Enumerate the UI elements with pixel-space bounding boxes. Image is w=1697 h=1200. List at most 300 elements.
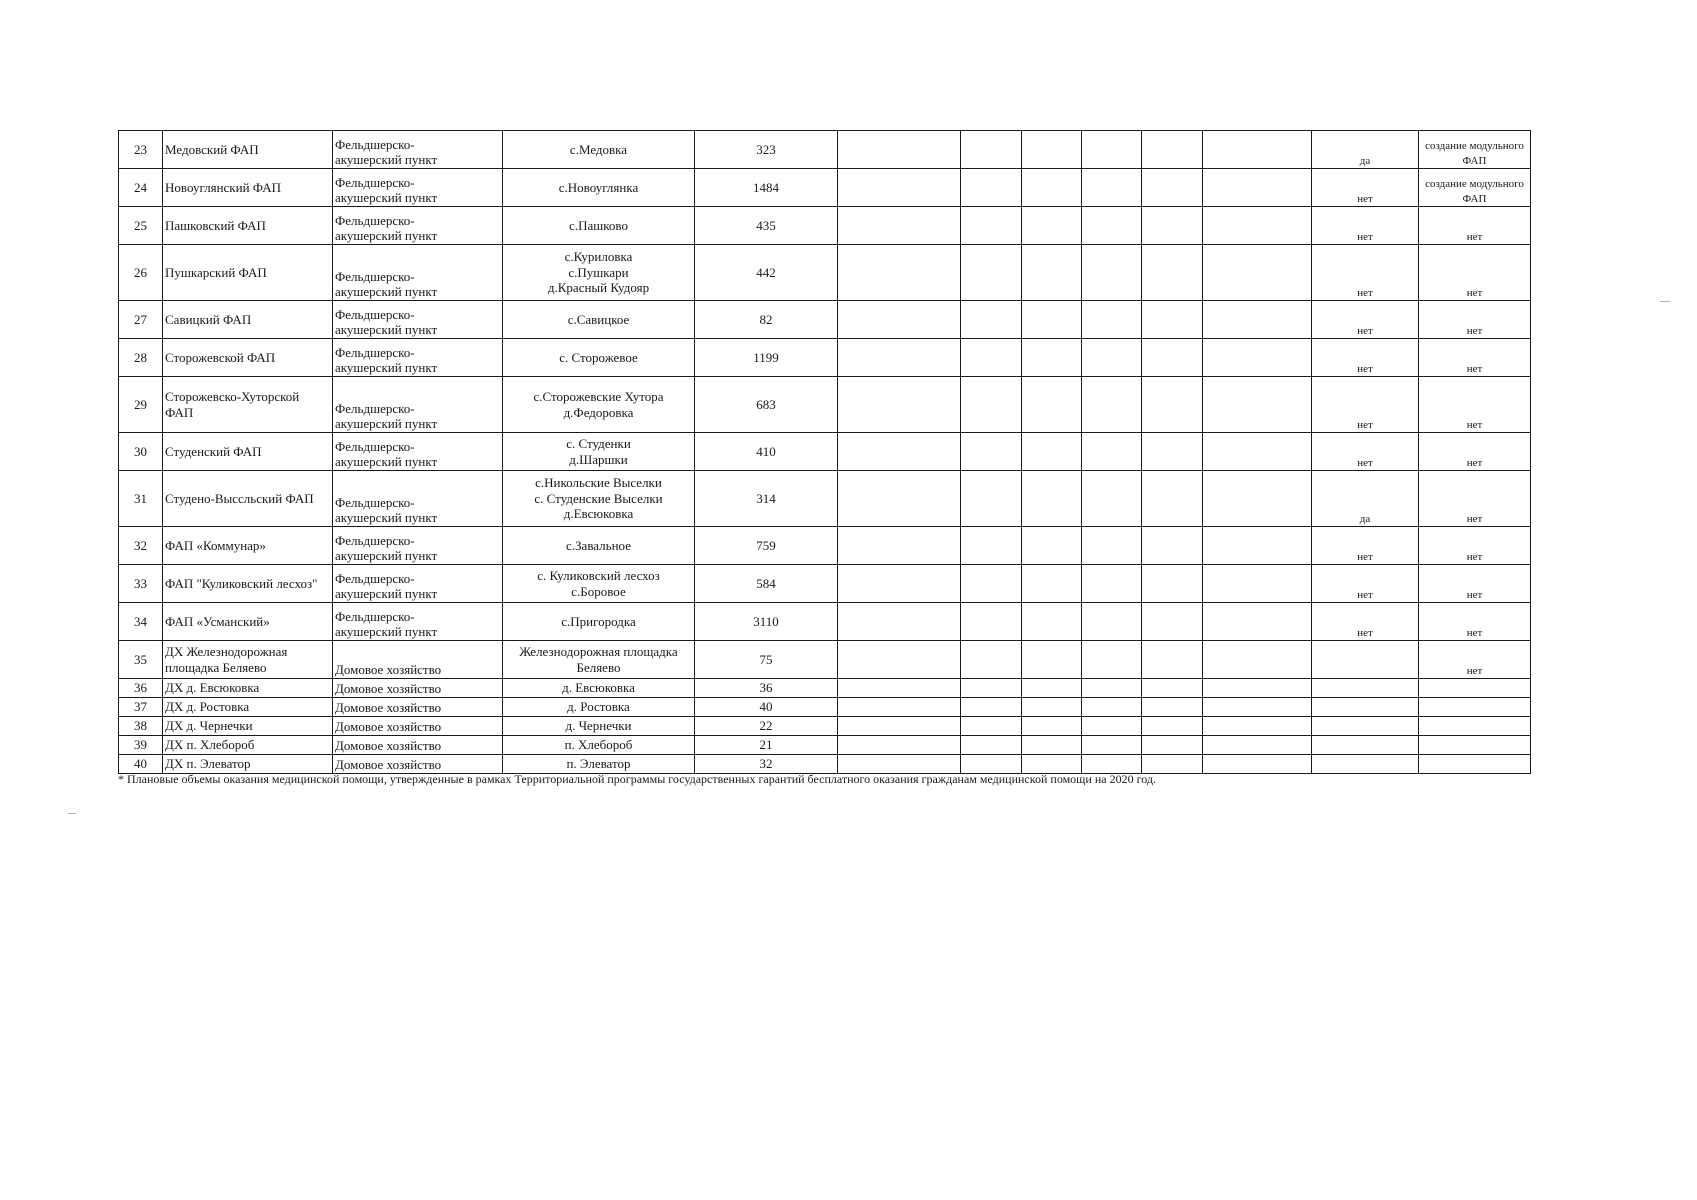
- empty-cell: [1203, 603, 1312, 641]
- population: 82: [695, 301, 838, 339]
- note-value: нет: [1419, 339, 1531, 377]
- table-row: [119, 433, 1531, 471]
- flag-value: нет: [1312, 301, 1419, 339]
- table-row: [119, 527, 1531, 565]
- empty-cell: [961, 433, 1022, 471]
- empty-cell: [1022, 131, 1082, 169]
- facility-type-line: акушерский пункт: [335, 454, 438, 470]
- facility-type: [333, 169, 503, 207]
- empty-cell: [1022, 339, 1082, 377]
- settlements: [503, 471, 695, 527]
- flag-value: [1312, 641, 1419, 679]
- facility-type-line: акушерский пункт: [335, 228, 438, 244]
- settlement-name: с.Пашково: [569, 217, 628, 233]
- facility-type: [333, 377, 503, 433]
- settlement-name: с. Сторожевое: [559, 349, 638, 365]
- row-number: 36: [119, 679, 163, 698]
- empty-cell: [838, 339, 961, 377]
- row-number: 31: [119, 471, 163, 527]
- population: 683: [695, 377, 838, 433]
- flag-value: нет: [1312, 245, 1419, 301]
- note-value: нет: [1419, 245, 1531, 301]
- empty-cell: [1142, 339, 1203, 377]
- note-value: [1419, 736, 1531, 755]
- settlements: [503, 565, 695, 603]
- facility-type: [333, 755, 503, 774]
- empty-cell: [838, 433, 961, 471]
- empty-cell: [1142, 433, 1203, 471]
- empty-cell: [838, 245, 961, 301]
- population: 21: [695, 736, 838, 755]
- empty-cell: [1022, 301, 1082, 339]
- facility-name: ФАП "Куликовский лесхоз": [163, 565, 333, 603]
- facility-type: [333, 527, 503, 565]
- settlement-name: с.Куриловка: [564, 249, 633, 265]
- empty-cell: [961, 603, 1022, 641]
- empty-cell: [838, 603, 961, 641]
- empty-cell: [1082, 433, 1142, 471]
- flag-value: да: [1312, 131, 1419, 169]
- facility-type-line: акушерский пункт: [335, 360, 438, 376]
- population: 759: [695, 527, 838, 565]
- facility-type-line: Фельдшерско-: [335, 494, 415, 510]
- facility-type-line: акушерский пункт: [335, 416, 438, 432]
- note-value: создание модульного ФАП: [1419, 169, 1531, 207]
- settlement-name: д. Ростовка: [567, 699, 630, 715]
- empty-cell: [1203, 471, 1312, 527]
- settlement-name: с.Новоуглянка: [558, 179, 639, 195]
- settlements: [503, 169, 695, 207]
- note-value: нет: [1419, 377, 1531, 433]
- facility-type: [333, 339, 503, 377]
- empty-cell: [1142, 131, 1203, 169]
- settlement-name: д.Евсюковка: [563, 506, 634, 522]
- empty-cell: [961, 755, 1022, 774]
- settlement-name: Беляево: [576, 659, 621, 675]
- empty-cell: [1142, 245, 1203, 301]
- facility-type-line: Фельдшерско-: [335, 174, 415, 190]
- empty-cell: [1082, 565, 1142, 603]
- flag-value: [1312, 679, 1419, 698]
- facility-type: [333, 433, 503, 471]
- empty-cell: [1203, 433, 1312, 471]
- population: 40: [695, 698, 838, 717]
- settlement-name: с. Куликовский лесхоз: [537, 567, 660, 583]
- population: 22: [695, 717, 838, 736]
- facility-type: [333, 207, 503, 245]
- empty-cell: [1082, 301, 1142, 339]
- facility-type-line: Фельдшерско-: [335, 608, 415, 624]
- empty-cell: [1203, 169, 1312, 207]
- empty-cell: [1142, 717, 1203, 736]
- empty-cell: [1022, 755, 1082, 774]
- population: 442: [695, 245, 838, 301]
- note-value: нет: [1419, 603, 1531, 641]
- empty-cell: [1082, 641, 1142, 679]
- settlements: [503, 131, 695, 169]
- facility-name: Пушкарский ФАП: [163, 245, 333, 301]
- facility-type-line: Фельдшерско-: [335, 344, 415, 360]
- empty-cell: [1142, 527, 1203, 565]
- facility-type: [333, 679, 503, 698]
- facility-type-line: акушерский пункт: [335, 152, 438, 168]
- facility-type-line: акушерский пункт: [335, 548, 438, 564]
- empty-cell: [1142, 679, 1203, 698]
- empty-cell: [961, 301, 1022, 339]
- settlement-name: Железнодорожная площадка: [519, 643, 678, 659]
- flag-value: нет: [1312, 603, 1419, 641]
- row-number: 30: [119, 433, 163, 471]
- row-number: 33: [119, 565, 163, 603]
- population: 435: [695, 207, 838, 245]
- table-row: [119, 717, 1531, 736]
- settlements: [503, 698, 695, 717]
- empty-cell: [1022, 736, 1082, 755]
- settlements: [503, 245, 695, 301]
- flag-value: нет: [1312, 565, 1419, 603]
- table-row: [119, 565, 1531, 603]
- empty-cell: [1142, 641, 1203, 679]
- population: 584: [695, 565, 838, 603]
- empty-cell: [1022, 698, 1082, 717]
- flag-value: нет: [1312, 339, 1419, 377]
- facility-type-line: Домовое хозяйство: [335, 662, 442, 678]
- facility-type: [333, 245, 503, 301]
- facility-name: Студено-Выссльский ФАП: [163, 471, 333, 527]
- empty-cell: [1203, 641, 1312, 679]
- empty-cell: [961, 339, 1022, 377]
- row-number: 28: [119, 339, 163, 377]
- facility-type: [333, 717, 503, 736]
- empty-cell: [1203, 527, 1312, 565]
- facility-type-line: акушерский пункт: [335, 510, 438, 526]
- empty-cell: [838, 679, 961, 698]
- empty-cell: [838, 377, 961, 433]
- empty-cell: [1022, 245, 1082, 301]
- settlement-name: д. Евсюковка: [562, 680, 635, 696]
- flag-value: [1312, 698, 1419, 717]
- table-row: [119, 169, 1531, 207]
- empty-cell: [838, 717, 961, 736]
- empty-cell: [961, 245, 1022, 301]
- note-value: нет: [1419, 207, 1531, 245]
- table-row: [119, 301, 1531, 339]
- settlements: [503, 527, 695, 565]
- empty-cell: [1203, 301, 1312, 339]
- flag-value: да: [1312, 471, 1419, 527]
- settlement-name: п. Хлебороб: [564, 737, 633, 753]
- empty-cell: [1082, 717, 1142, 736]
- facility-name: Сторожевской ФАП: [163, 339, 333, 377]
- empty-cell: [1203, 717, 1312, 736]
- note-value: создание модульного ФАП: [1419, 131, 1531, 169]
- facility-type-line: Домовое хозяйство: [335, 681, 442, 697]
- flag-value: [1312, 755, 1419, 774]
- facility-name: Пашковский ФАП: [163, 207, 333, 245]
- row-number: 29: [119, 377, 163, 433]
- footnote: * Плановые объемы оказания медицинской помощи, утвержденные в рамках Территориальной программы государственных гарантий бесплатного оказания гражданам медицинской помощи на 2020 год.: [118, 772, 1156, 786]
- facility-name: ДХ п. Хлебороб: [163, 736, 333, 755]
- empty-cell: [1142, 603, 1203, 641]
- facility-type-line: Домовое хозяйство: [335, 700, 442, 716]
- empty-cell: [1203, 245, 1312, 301]
- empty-cell: [838, 565, 961, 603]
- facilities-table: [118, 130, 1531, 774]
- note-value: нет: [1419, 471, 1531, 527]
- empty-cell: [961, 736, 1022, 755]
- facility-name: Студенский ФАП: [163, 433, 333, 471]
- empty-cell: [838, 698, 961, 717]
- facility-type-line: Фельдшерско-: [335, 212, 415, 228]
- empty-cell: [838, 131, 961, 169]
- empty-cell: [1082, 131, 1142, 169]
- facility-type: [333, 641, 503, 679]
- population: 410: [695, 433, 838, 471]
- facility-type-line: Фельдшерско-: [335, 306, 415, 322]
- settlement-name: с.Пушкари: [568, 264, 629, 280]
- empty-cell: [1022, 641, 1082, 679]
- empty-cell: [1203, 377, 1312, 433]
- table-row: [119, 736, 1531, 755]
- empty-cell: [1203, 339, 1312, 377]
- settlement-name: д.Федоровка: [563, 404, 634, 420]
- flag-value: нет: [1312, 527, 1419, 565]
- facility-type: [333, 301, 503, 339]
- facility-type-line: Фельдшерско-: [335, 136, 415, 152]
- settlements: [503, 641, 695, 679]
- population: 1484: [695, 169, 838, 207]
- empty-cell: [1142, 736, 1203, 755]
- empty-cell: [838, 169, 961, 207]
- note-value: [1419, 755, 1531, 774]
- note-value: нет: [1419, 641, 1531, 679]
- facility-type-line: акушерский пункт: [335, 624, 438, 640]
- row-number: 32: [119, 527, 163, 565]
- empty-cell: [838, 641, 961, 679]
- table-row: [119, 679, 1531, 698]
- facility-type-line: Домовое хозяйство: [335, 757, 442, 773]
- settlements: [503, 339, 695, 377]
- facility-name: ДХ п. Элеватор: [163, 755, 333, 774]
- facility-type: [333, 131, 503, 169]
- settlements: [503, 377, 695, 433]
- empty-cell: [1022, 377, 1082, 433]
- note-value: [1419, 717, 1531, 736]
- scan-edge-mark-left: [68, 813, 76, 814]
- empty-cell: [961, 698, 1022, 717]
- row-number: 23: [119, 131, 163, 169]
- row-number: 40: [119, 755, 163, 774]
- empty-cell: [1022, 169, 1082, 207]
- settlement-name: с.Никольские Выселки: [535, 475, 662, 491]
- population: 1199: [695, 339, 838, 377]
- empty-cell: [1203, 565, 1312, 603]
- population: 75: [695, 641, 838, 679]
- row-number: 26: [119, 245, 163, 301]
- note-value: нет: [1419, 433, 1531, 471]
- note-value: нет: [1419, 301, 1531, 339]
- settlements: [503, 679, 695, 698]
- empty-cell: [1022, 679, 1082, 698]
- empty-cell: [961, 565, 1022, 603]
- flag-value: нет: [1312, 169, 1419, 207]
- settlement-name: д.Красный Кудояр: [547, 280, 650, 296]
- empty-cell: [1082, 679, 1142, 698]
- empty-cell: [1142, 471, 1203, 527]
- empty-cell: [1082, 527, 1142, 565]
- facility-type-line: акушерский пункт: [335, 586, 438, 602]
- row-number: 24: [119, 169, 163, 207]
- row-number: 25: [119, 207, 163, 245]
- table-row: [119, 377, 1531, 433]
- facility-type-line: акушерский пункт: [335, 190, 438, 206]
- settlements: [503, 603, 695, 641]
- table-row: [119, 131, 1531, 169]
- settlement-name: п. Элеватор: [566, 756, 631, 772]
- empty-cell: [838, 207, 961, 245]
- facility-name: ФАП «Усманский»: [163, 603, 333, 641]
- empty-cell: [961, 679, 1022, 698]
- table-row: [119, 245, 1531, 301]
- flag-value: [1312, 717, 1419, 736]
- settlement-name: с.Боровое: [571, 583, 626, 599]
- empty-cell: [961, 207, 1022, 245]
- facility-name: ДХ д. Евсюковка: [163, 679, 333, 698]
- facility-type: [333, 603, 503, 641]
- note-value: нет: [1419, 527, 1531, 565]
- settlements: [503, 755, 695, 774]
- facility-type-line: Домовое хозяйство: [335, 719, 442, 735]
- population: 3110: [695, 603, 838, 641]
- table-row: [119, 603, 1531, 641]
- empty-cell: [1142, 755, 1203, 774]
- settlement-name: д. Чернечки: [565, 718, 632, 734]
- empty-cell: [1203, 755, 1312, 774]
- population: 36: [695, 679, 838, 698]
- facility-name: ДХ д. Чернечки: [163, 717, 333, 736]
- scan-edge-mark-right: [1660, 301, 1670, 302]
- row-number: 39: [119, 736, 163, 755]
- empty-cell: [1022, 717, 1082, 736]
- settlements: [503, 301, 695, 339]
- settlement-name: с.Савицкое: [567, 311, 630, 327]
- empty-cell: [1142, 565, 1203, 603]
- empty-cell: [1022, 471, 1082, 527]
- empty-cell: [838, 736, 961, 755]
- facility-name: ФАП «Коммунар»: [163, 527, 333, 565]
- settlements: [503, 207, 695, 245]
- facility-type-line: Фельдшерско-: [335, 532, 415, 548]
- empty-cell: [1203, 207, 1312, 245]
- facility-type-line: Фельдшерско-: [335, 268, 415, 284]
- facility-type-line: акушерский пункт: [335, 284, 438, 300]
- empty-cell: [838, 527, 961, 565]
- flag-value: нет: [1312, 377, 1419, 433]
- empty-cell: [961, 131, 1022, 169]
- facility-type-line: акушерский пункт: [335, 322, 438, 338]
- table-row: [119, 755, 1531, 774]
- empty-cell: [1082, 755, 1142, 774]
- row-number: 27: [119, 301, 163, 339]
- flag-value: нет: [1312, 207, 1419, 245]
- empty-cell: [961, 471, 1022, 527]
- facility-type-line: Домовое хозяйство: [335, 738, 442, 754]
- table-row: [119, 339, 1531, 377]
- empty-cell: [838, 471, 961, 527]
- settlement-name: с.Медовка: [569, 141, 628, 157]
- empty-cell: [1142, 377, 1203, 433]
- empty-cell: [1142, 169, 1203, 207]
- facility-name: Сторожевско-Хуторской ФАП: [163, 377, 333, 433]
- settlements: [503, 736, 695, 755]
- settlements: [503, 717, 695, 736]
- settlement-name: с.Пригородка: [561, 613, 636, 629]
- empty-cell: [961, 717, 1022, 736]
- population: 32: [695, 755, 838, 774]
- empty-cell: [1082, 698, 1142, 717]
- empty-cell: [1082, 736, 1142, 755]
- facility-name: ДХ Железнодорожная площадка Беляево: [163, 641, 333, 679]
- empty-cell: [1142, 207, 1203, 245]
- empty-cell: [961, 527, 1022, 565]
- empty-cell: [1082, 169, 1142, 207]
- row-number: 38: [119, 717, 163, 736]
- table-body: [119, 131, 1531, 774]
- empty-cell: [1022, 433, 1082, 471]
- table-row: [119, 471, 1531, 527]
- empty-cell: [1022, 527, 1082, 565]
- empty-cell: [1082, 603, 1142, 641]
- empty-cell: [961, 641, 1022, 679]
- facility-type: [333, 471, 503, 527]
- table-row: [119, 641, 1531, 679]
- facility-type-line: Фельдшерско-: [335, 570, 415, 586]
- settlement-name: с.Сторожевские Хутора: [533, 388, 664, 404]
- table-row: [119, 207, 1531, 245]
- settlements: [503, 433, 695, 471]
- empty-cell: [1082, 245, 1142, 301]
- empty-cell: [1082, 207, 1142, 245]
- row-number: 37: [119, 698, 163, 717]
- empty-cell: [1082, 377, 1142, 433]
- facility-name: ДХ д. Ростовка: [163, 698, 333, 717]
- empty-cell: [838, 301, 961, 339]
- empty-cell: [1203, 698, 1312, 717]
- facility-name: Медовский ФАП: [163, 131, 333, 169]
- empty-cell: [961, 169, 1022, 207]
- settlement-name: с. Студенки: [566, 435, 631, 451]
- settlement-name: с. Студенские Выселки: [534, 490, 663, 506]
- empty-cell: [1082, 471, 1142, 527]
- empty-cell: [1203, 736, 1312, 755]
- facility-type-line: Фельдшерско-: [335, 400, 415, 416]
- facility-type: [333, 565, 503, 603]
- table-row: [119, 698, 1531, 717]
- facility-type: [333, 698, 503, 717]
- empty-cell: [1203, 679, 1312, 698]
- empty-cell: [1022, 565, 1082, 603]
- empty-cell: [1082, 339, 1142, 377]
- population: 314: [695, 471, 838, 527]
- empty-cell: [1022, 207, 1082, 245]
- facility-name: Новоуглянский ФАП: [163, 169, 333, 207]
- row-number: 35: [119, 641, 163, 679]
- flag-value: [1312, 736, 1419, 755]
- settlement-name: с.Завальное: [566, 537, 631, 553]
- empty-cell: [1022, 603, 1082, 641]
- empty-cell: [961, 377, 1022, 433]
- note-value: нет: [1419, 565, 1531, 603]
